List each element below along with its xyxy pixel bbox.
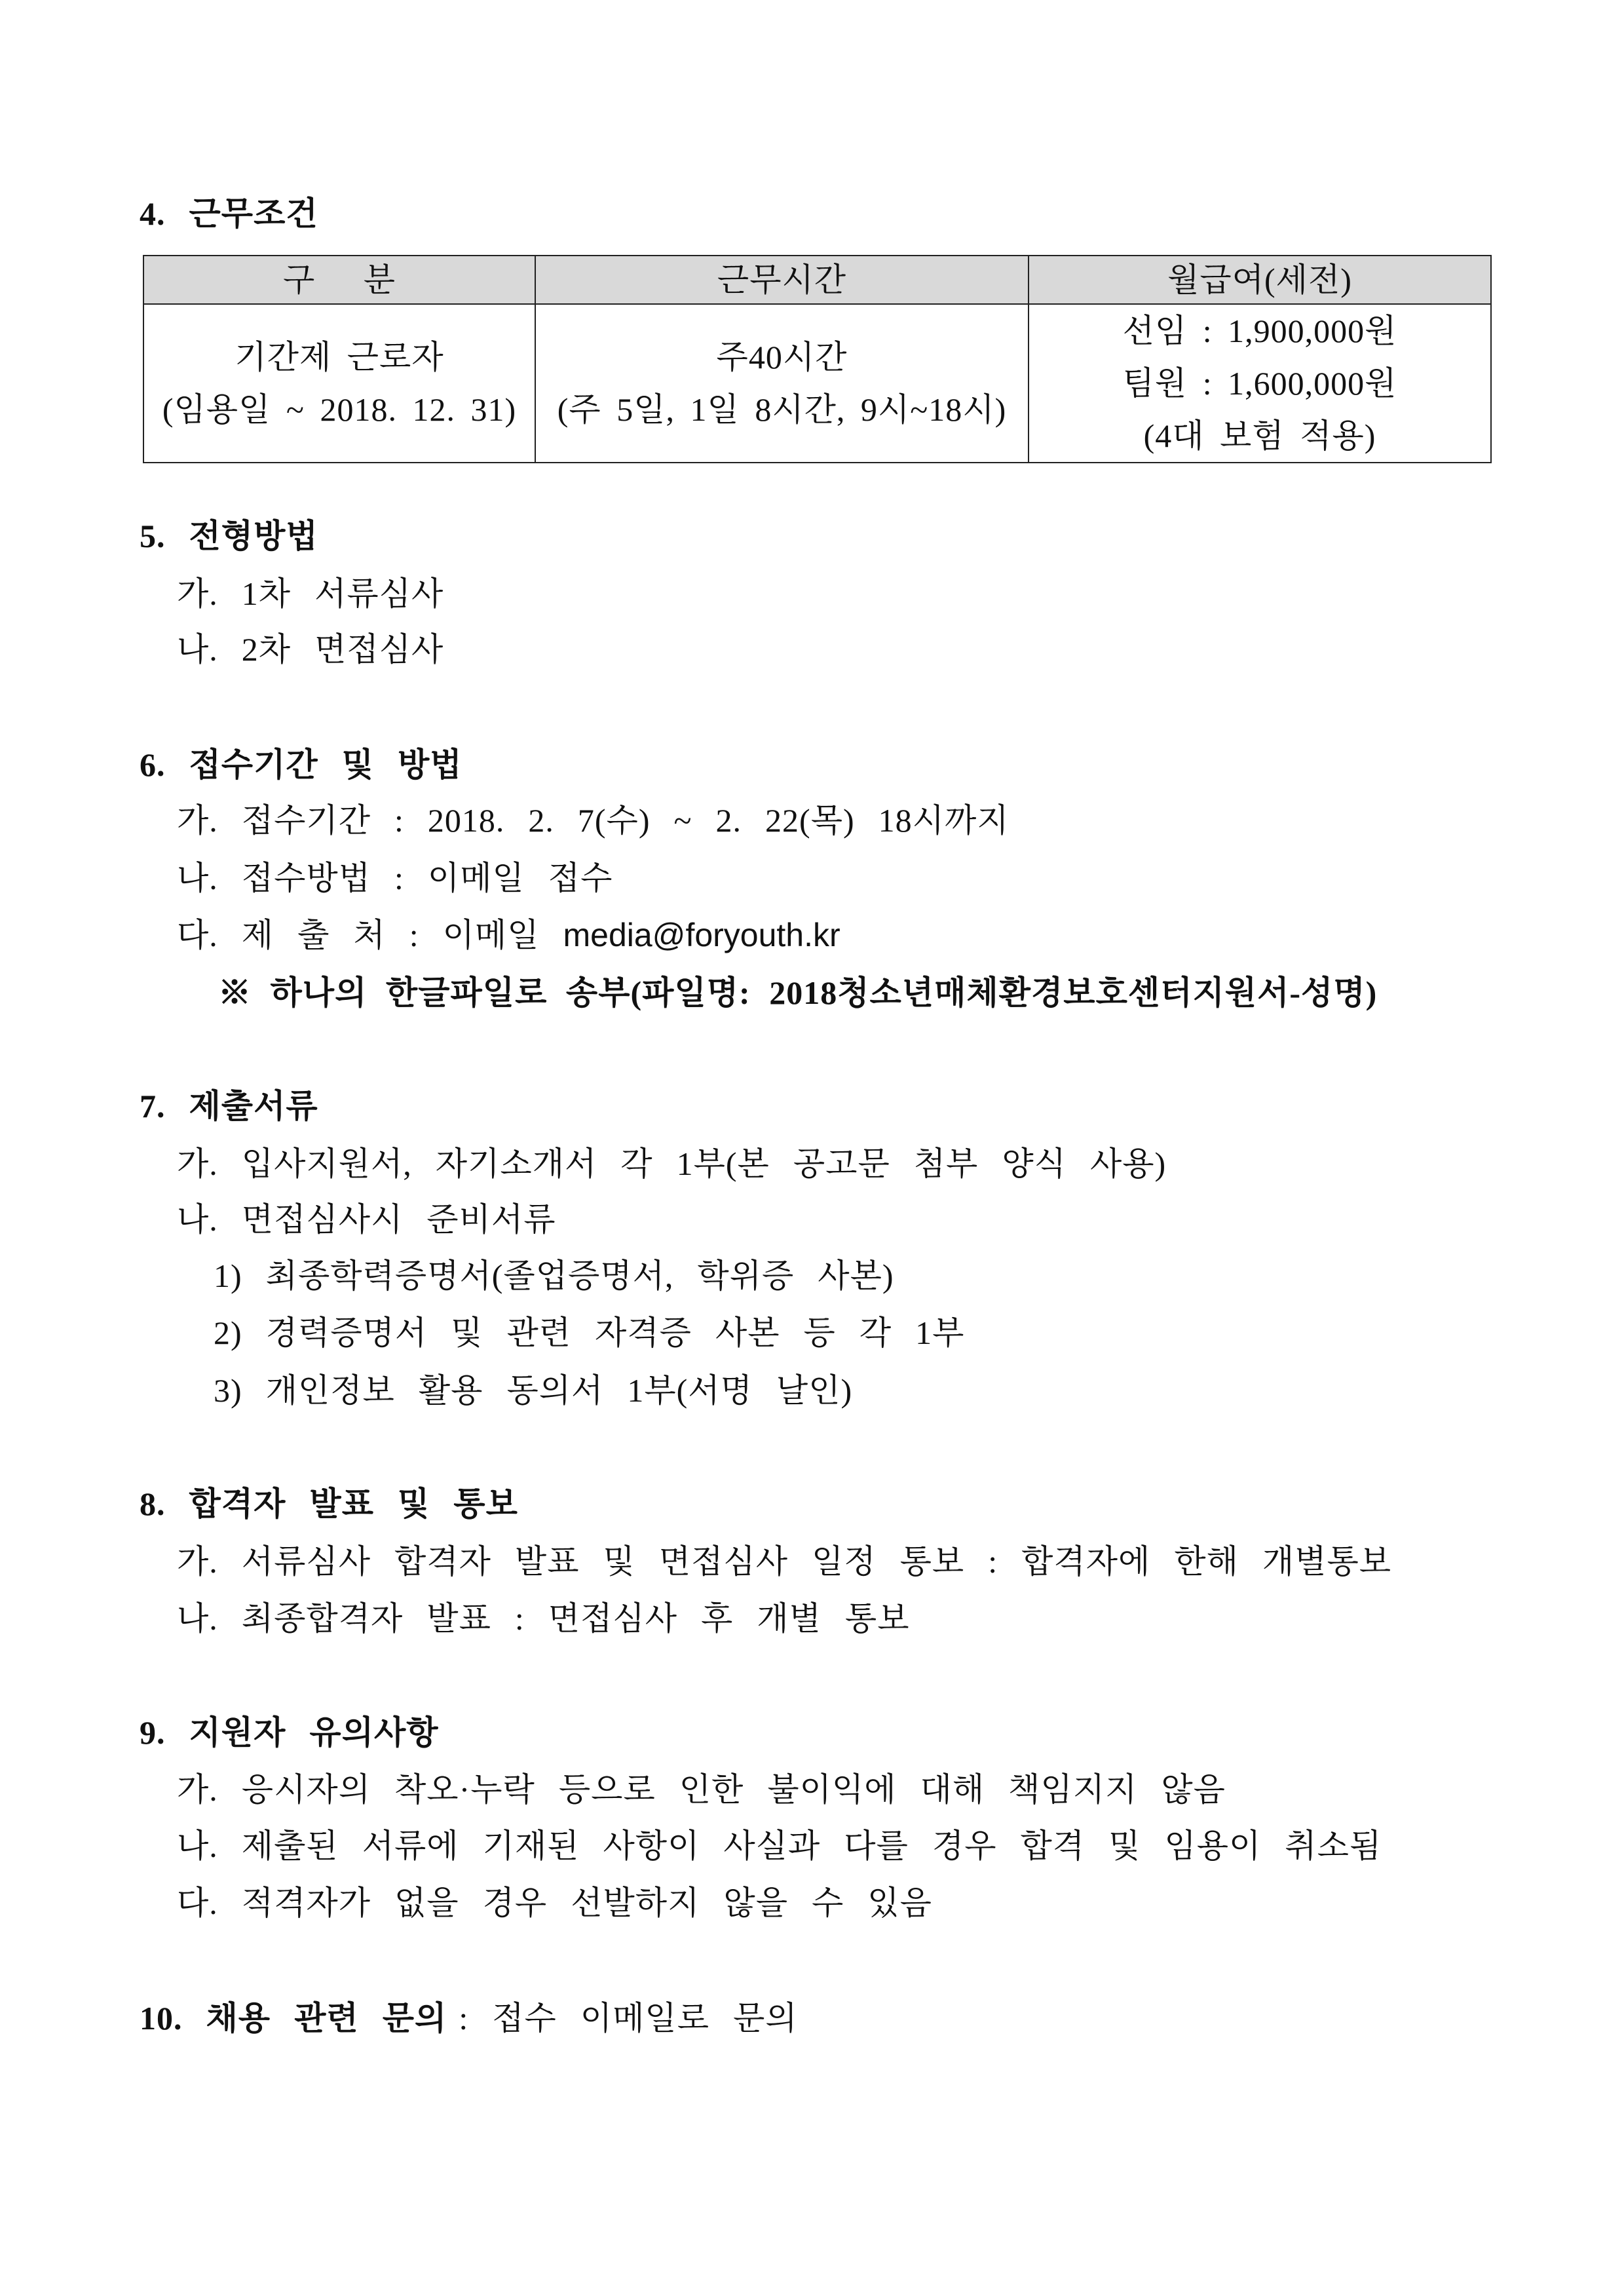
salary-member: 팀원 : 1,600,000원 — [1122, 365, 1397, 402]
table-row — [143, 304, 1491, 463]
cell-salary — [1029, 304, 1491, 463]
cell-hours — [535, 304, 1029, 463]
sub-list-item: 2) 경력증명서 및 관련 자격증 사본 등 각 1부 — [214, 1314, 965, 1351]
section-7-heading: 7. 제출서류 — [140, 1088, 318, 1124]
list-item: 가. 접수기간 : 2018. 2. 7(수) ~ 2. 22(목) 18시까지 — [177, 802, 1010, 839]
list-item: 나. 최종합격자 발표 : 면접심사 후 개별 통보 — [177, 1600, 910, 1637]
hours-weekly: 주40시간 — [716, 339, 848, 375]
section-4-heading: 4. 근무조건 — [140, 195, 318, 232]
section-10-heading — [140, 1999, 798, 2038]
list-item: 가. 입사지원서, 자기소개서 각 1부(본 공고문 첨부 양식 사용) — [177, 1145, 1167, 1182]
list-item: 다. 적격자가 없을 경우 선발하지 않을 수 있음 — [177, 1885, 932, 1921]
section-6-heading: 6. 접수기간 및 방법 — [140, 746, 463, 783]
section-8-heading: 8. 합격자 발표 및 통보 — [140, 1485, 518, 1522]
category-name: 기간제 근로자 — [235, 339, 444, 375]
file-name-note: ※ 하나의 한글파일로 송부(파일명: 2018청소년매체환경보호센터지원서-성명) — [218, 974, 1378, 1011]
table-header-row — [143, 256, 1491, 304]
list-item: 나. 면접심사시 준비서류 — [177, 1201, 556, 1238]
header-hours: 근무시간 — [535, 256, 1029, 304]
list-item: 나. 2차 면접심사 — [177, 631, 444, 668]
list-item — [177, 915, 840, 955]
list-item: 나. 접수방법 : 이메일 접수 — [177, 860, 613, 896]
sub-list-item: 3) 개인정보 활용 동의서 1부(서명 날인) — [214, 1372, 853, 1409]
section-5-heading: 5. 전형방법 — [140, 518, 318, 554]
section-10-title: 10. 채용 관련 문의 — [140, 2000, 447, 2037]
salary-insurance: (4대 보험 적용) — [1143, 417, 1376, 454]
list-item: 가. 응시자의 착오·누락 등으로 인한 불이익에 대해 책임지지 않음 — [177, 1771, 1226, 1808]
header-category: 구 분 — [143, 256, 535, 304]
hours-detail: (주 5일, 1일 8시간, 9시~18시) — [557, 391, 1007, 428]
salary-senior: 선임 : 1,900,000원 — [1122, 313, 1397, 349]
list-item: 가. 1차 서류심사 — [177, 575, 444, 612]
contact-email: media@foryouth.kr — [563, 917, 840, 953]
section-10-text: : 접수 이메일로 문의 — [459, 2000, 798, 2037]
submit-to-label: 다. 제 출 처 : 이메일 — [177, 917, 540, 953]
work-conditions-table — [143, 255, 1492, 463]
sub-list-item: 1) 최종학력증명서(졸업증명서, 학위증 사본) — [214, 1257, 894, 1294]
list-item: 나. 제출된 서류에 기재된 사항이 사실과 다를 경우 합격 및 임용이 취소됨 — [177, 1827, 1382, 1864]
header-salary: 월급여(세전) — [1029, 256, 1491, 304]
section-9-heading: 9. 지원자 유의사항 — [140, 1714, 439, 1751]
list-item: 가. 서류심사 합격자 발표 및 면접심사 일정 통보 : 합격자에 한해 개별통보 — [177, 1543, 1392, 1580]
category-period: (임용일 ~ 2018. 12. 31) — [162, 391, 517, 428]
cell-category — [143, 304, 535, 463]
